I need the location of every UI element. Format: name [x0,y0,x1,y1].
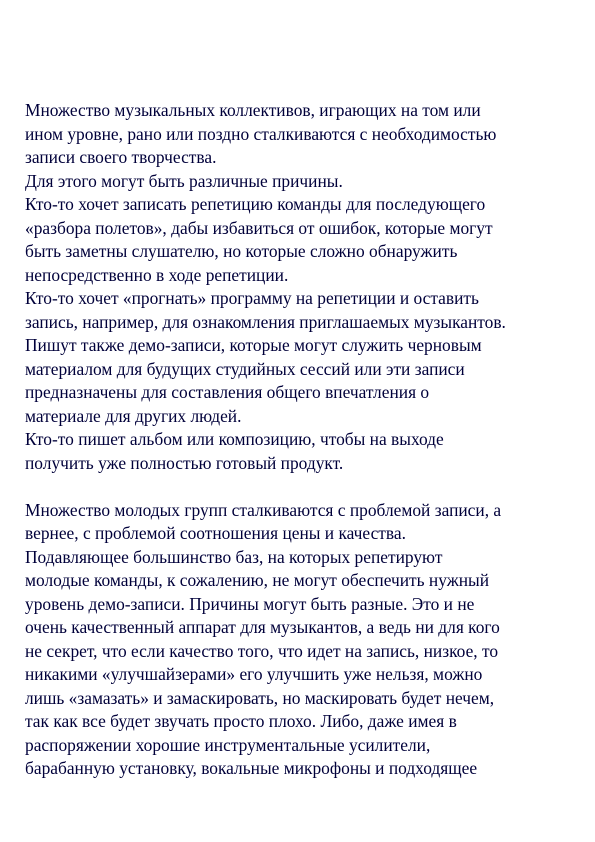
paragraph-2 [25,499,585,781]
text-line: барабанную установку, вокальные микрофоны и подходящее [25,758,478,778]
text-line: получить уже полностью готовый продукт. [25,452,344,473]
text-line: записи своего творчества. [25,147,217,167]
text-line: материале для других людей. [25,405,242,426]
text-line: ином уровне, рано или поздно сталкиваются с необходимостью [25,123,497,144]
text-line: не секрет, что если качество того, что идет на запись, низкое, то [25,640,499,661]
paragraph-spacer [25,475,585,499]
document-body [25,99,585,781]
text-line: Для этого могут быть различные причины. [25,170,343,191]
text-line: запись, например, для ознакомления приглашаемых музыкантов. [25,311,506,332]
text-line: распоряжении хорошие инструментальные усилители, [25,734,431,755]
text-line: Кто-то хочет записать репетицию команды для последующего [25,194,486,214]
text-line: непосредственно в ходе репетиции. [25,264,289,285]
text-line: быть заметны слушателю, но которые сложно обнаружить [25,241,458,261]
text-line: предназначены для составления общего впечатления о [25,382,430,402]
text-line: «разбора полетов», дабы избавиться от ошибок, которые могут [25,217,493,238]
paragraph-1 [25,99,585,475]
text-line: очень качественный аппарат для музыкантов, а ведь ни для кого [25,617,500,637]
text-line: Кто-то пишет альбом или композицию, чтобы на выходе [25,429,444,449]
text-line: так как все будет звучать просто плохо. Либо, даже имея в [25,711,457,731]
text-line: Пишут также демо-записи, которые могут служить черновым [25,335,482,355]
text-line: никакими «улучшайзерами» его улучшить уже нельзя, можно [25,664,483,684]
text-line: уровень демо-записи. Причины могут быть разные. Это и не [25,593,475,614]
text-line: Множество музыкальных коллективов, играющих на том или [25,100,481,120]
text-line: лишь «замазать» и замаскировать, но маскировать будет нечем, [25,687,495,708]
text-line: молодые команды, к сожалению, не могут обеспечить нужный [25,570,490,590]
text-line: материалом для будущих студийных сессий или эти записи [25,358,465,379]
text-line: вернее, с проблемой соотношения цены и качества. [25,523,406,543]
text-line: Подавляющее большинство баз, на которых репетируют [25,546,443,567]
text-line: Множество молодых групп сталкиваются с проблемой записи, а [25,499,502,520]
text-line: Кто-то хочет «прогнать» программу на репетиции и оставить [25,288,479,308]
